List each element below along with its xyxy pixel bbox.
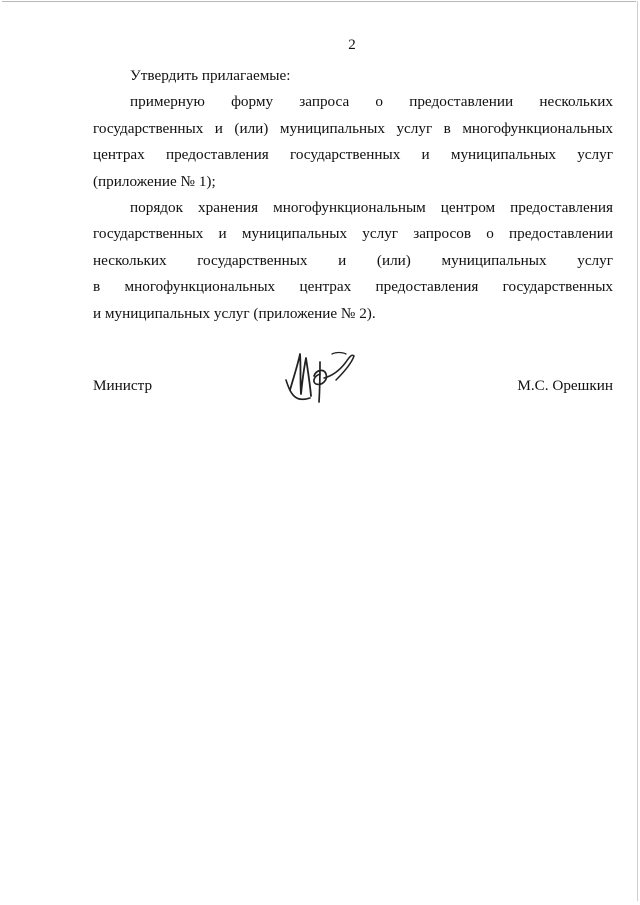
word: и: [218, 225, 227, 243]
item-1-line-4: [93, 169, 613, 195]
word: предоставлении: [409, 93, 514, 111]
word: услуг: [396, 119, 433, 137]
word: предоставления: [165, 146, 269, 164]
word: и муниципальных услуг (приложение № 2).: [93, 304, 376, 322]
word: и: [421, 146, 430, 164]
word: предоставления: [375, 278, 479, 296]
word: услуг: [577, 146, 613, 164]
word: запросов: [413, 225, 471, 243]
word: муниципальных: [441, 251, 547, 269]
word: о: [486, 225, 494, 243]
page-top-edge: [2, 1, 636, 2]
word: хранения: [198, 199, 259, 217]
item-2-line-1: [93, 195, 613, 221]
word: (приложение № 1);: [93, 172, 216, 190]
page-right-edge: [637, 1, 638, 901]
word: государственных: [289, 146, 401, 164]
item-2-line-4: [93, 274, 613, 300]
word: (или): [376, 251, 411, 269]
word: государственных: [197, 251, 308, 269]
approval-item-1: [93, 89, 613, 195]
item-1-line-1: [93, 89, 613, 115]
word: услуг: [362, 225, 399, 243]
word: запроса: [299, 93, 350, 111]
word: (или): [234, 119, 269, 137]
word: и: [214, 119, 223, 137]
word: муниципальных: [279, 119, 385, 137]
word: примерную: [130, 93, 205, 111]
item-2-line-2: [93, 221, 613, 247]
item-1-line-3: [93, 142, 613, 168]
word: центрах: [299, 278, 352, 296]
word: и: [338, 251, 347, 269]
word: многофункциональных: [124, 278, 276, 296]
word: центрах: [93, 146, 145, 164]
word: государственных: [93, 119, 204, 137]
page-number: 2: [348, 37, 356, 53]
word: государственных: [93, 225, 204, 243]
word: многофункциональным: [273, 199, 426, 217]
word: в: [443, 119, 451, 137]
signature-block: [93, 372, 613, 412]
word: порядок: [130, 199, 184, 217]
document-body: [93, 63, 613, 327]
word: муниципальных: [450, 146, 556, 164]
item-2-line-5: [93, 301, 613, 327]
word: государственных: [502, 278, 613, 296]
item-2-line-3: [93, 248, 613, 274]
word: муниципальных: [241, 225, 348, 243]
word: нескольких: [93, 251, 167, 269]
word: центром: [440, 199, 496, 217]
word: услуг: [577, 251, 613, 269]
word: о: [375, 93, 383, 111]
lead-line: Утвердить прилагаемые:: [130, 67, 291, 84]
word: форму: [231, 93, 274, 111]
word: нескольких: [539, 93, 613, 111]
approval-item-2: [93, 195, 613, 327]
signatory-title: Министр: [93, 377, 153, 394]
handwritten-signature: [280, 346, 360, 410]
signatory-name: М.С. Орешкин: [517, 377, 613, 394]
item-1-line-2: [93, 116, 613, 142]
word: многофункциональных: [462, 119, 613, 137]
word: предоставления: [510, 199, 613, 217]
word: предоставлении: [509, 225, 613, 243]
word: в: [93, 278, 101, 296]
